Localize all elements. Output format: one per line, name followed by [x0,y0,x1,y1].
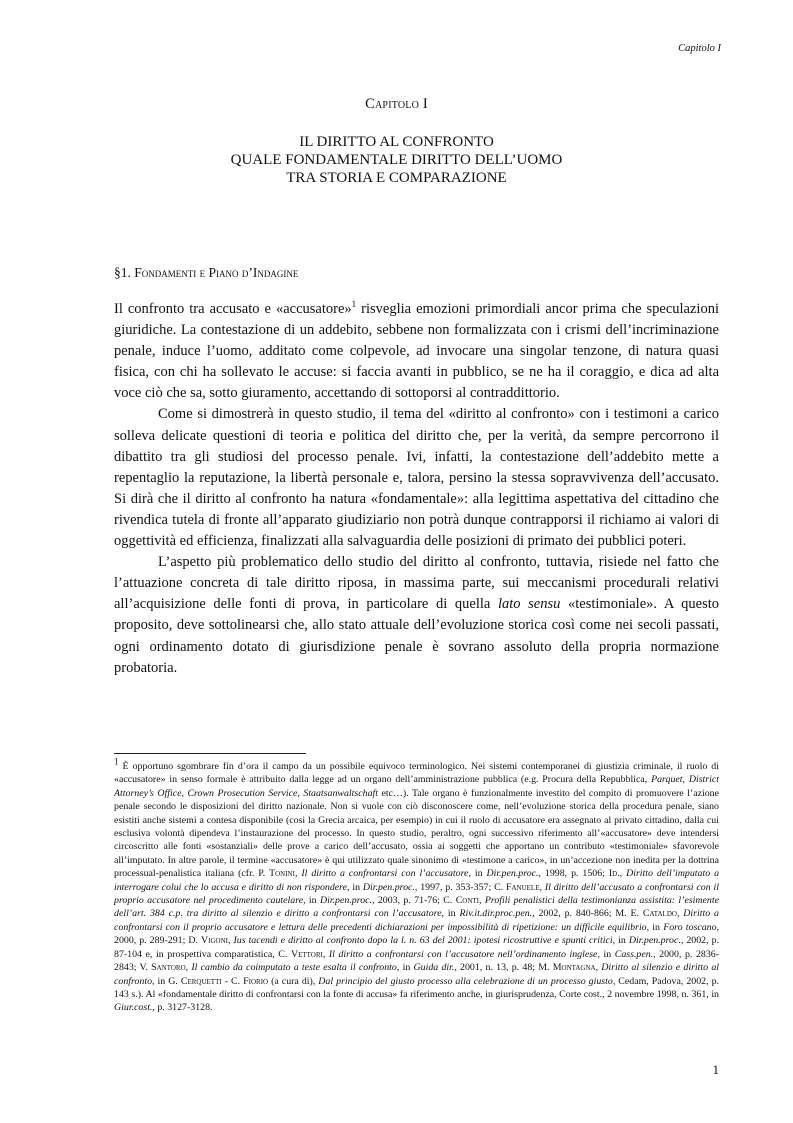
footnote-author: Cataldo [642,908,677,920]
footnote-italic: Crown Prosecution Service [187,787,298,799]
footnote-italic: Ius tacendi e diritto al confronto dopo la l. n. 63 del 2001: ipotesi ricostruttive e spunti critici [233,935,613,947]
footnote-segment: , [682,774,689,786]
footnote-segment: , in [441,908,460,920]
footnote-author: Fiorio [243,975,269,987]
footnote-segment: , [539,881,545,893]
footnote-author: Id. [608,868,620,880]
footnote-italic: Profili penalistici della testimonianza assistita: l’esimente dell’art. 384 c.p. tra diritto al silenzio e diritto a confrontarsi con l’accusatore [114,895,719,920]
footnote-italic: Riv.it.dir.proc.pen. [459,908,533,920]
footnote-author: Montagna [552,962,596,974]
footnote-segment: , 2002, p. 840-866; M. E. [532,908,643,920]
footnote-segment: , in G. [152,975,181,987]
footnote-author: Vettori [290,948,323,960]
footnote-italic: Dir.pen.proc. [319,895,372,907]
footnote-text [114,756,720,1015]
footnote-segment: , [479,895,485,907]
paragraph-italic: lato sensu [497,596,561,613]
footnote-italic: Dir.pen.proc. [628,935,681,947]
footnote-reference: 1 [351,299,357,310]
footnote-segment: , [294,868,302,880]
footnote-segment: - C. [221,975,244,987]
paragraph: Come si dimostrerà in questo studio, il tema del «diritto al confronto» con i testimoni a carico solleva delicate questioni di teoria e politica del diritto che, per la verità, da sempre percorrono il dibattito tra gli studiosi del processo penale. Ivi, infatti, la contestazione dell’addebito mette a repentaglio la reputazione, la libertà personale e, talora, persino la stessa sopravvivenza dell’accusato. Si dirà che il diritto al confronto ha natura «fondamentale»: alla legittima aspettativa del cittadino che rivendica tutela di fronte all’apparato giudiziario non potrà dunque contrapporsi il richiamo ai valori di oggettività ed efficienza, finalizzati alla salvaguardia delle posizioni di primato dei pubblici poteri. [114,406,719,550]
running-head: Capitolo I [678,43,721,54]
footnote-italic: Il cambio da coimputato a teste esalta il confronto [191,962,397,974]
footnote-segment: , in [597,948,615,960]
footnote-segment: , 2003, p. 71-76; C. [372,895,456,907]
footnote-segment: , [185,962,192,974]
footnote-segment: , [619,868,627,880]
footnote-author: Tonini [269,868,295,880]
footnote-separator [114,753,306,754]
footnote-segment: , 2002, p. 87-104 e, in prospettiva comparatistica, C. [114,935,720,960]
footnote-segment: , 2000, p. 2836-2843; V. [114,948,719,974]
section-heading: §1. Fondamenti e Piano d’Indagine [114,265,299,280]
footnote-segment: , [676,908,684,920]
footnote-italic: Diritto al silenzio e diritto al confronto [114,962,720,987]
footnote-segment: , [322,948,329,960]
paragraph-text: L’aspetto più problematico dello studio del diritto al confronto, tuttavia, risiede nel fatto che l’attuazione concreta di tale diritto riposa, in massima parte, sui meccanismi procedurali relativi all’acquisizione delle fonti di prova, in particolare di quella [114,554,719,613]
footnote-author: Cerquetti [180,975,222,987]
footnote-segment: , in [396,962,414,974]
paragraph-text: «testimoniale». A questo proposito, deve sottolinearsi che, allo stato attuale dell’evoluzione storica così come nei secoli passati, ogni ordinamento dotato di giurisdizione penale è sovrano assoluto della propria normazione probatoria. [114,596,720,676]
footnote-italic: Foro toscano [663,921,717,933]
footnote-segment: , [181,787,188,799]
footnote-italic: Guida dir. [413,962,455,974]
footnote-italic: Dir.pen.proc. [486,868,539,880]
page-number: 1 [712,1062,719,1077]
footnote-segment: , 1998, p. 1506; [538,868,609,880]
footnote-segment: , in [303,895,320,907]
footnote-italic: Il diritto a confrontarsi con l’accusatore nell’ordinamento inglese [328,948,598,960]
footnote-segment: È opportuno sgombrare fin d’ora il campo da un possibile equivoco terminologico. Nei sistemi contemporanei di giustizia criminale, il ruolo di «accusatore» in senso formale è attribuito dalla legge ad un organo dell’amministrazione pubblica (e.g. Procura della Repubblica, [114,761,719,786]
footnote-italic: Dal principio del giusto processo alla celebrazione di un processo giusto [318,975,613,987]
footnote-segment: , [227,935,234,947]
footnote-1 [114,756,720,1015]
footnote-marker: 1 [114,756,119,767]
paragraph [114,552,719,679]
footnote-author: Fanuele [505,881,540,893]
footnote-segment: , [595,962,602,974]
footnote-segment: , 2000, p. 289-291; D. [114,921,719,947]
footnote-italic: Dir.pen.proc. [362,881,415,893]
footnote-italic: Staatsanwaltschaft [303,787,378,799]
chapter-title-line: TRA STORIA E COMPARAZIONE [286,170,507,186]
footnote-segment: , p. 3127-3128. [152,1002,213,1014]
footnote-segment: , Cedam, Padova, 2002, p. 143 s.). Al «fondamentale diritto di confrontarsi con la fonte di accusa» fa riferimento anche, in giurisprudenza, Corte cost., 2 novembre 1998, n. 361, in [114,975,720,1000]
footnote-author: Santoro [151,962,186,974]
footnote-italic: Parquet [651,774,683,786]
footnote-segment: (a cura di), [268,975,319,987]
footnote-italic: District Attorney’s Office [114,774,719,799]
footnote-italic: Giur.cost. [114,1002,153,1014]
footnote-italic: Il diritto a confrontarsi con l’accusatore [301,868,469,880]
footnote-segment: etc…). Tale organo è funzionalmente investito del compito di promuovere l’azione penale secondo le disposizioni del diritto nazionale. Non si vuole con ciò disconoscere come, nell’evoluzione storica della procedura penale, siano esistiti anche sistemi a contesa disponibile (così la Grecia arcaica, per esempio) in cui il ruolo di accusatore era assegnato al privato cittadino, dalla cui esclusiva volontà dipendeva l’instaurazione del processo. In questo studio, peraltro, ogni successivo riferimento all’«accusatore» deve intendersi circoscritto alle fonti «sostanziali» delle prove a carico dell’accusato, ossia ai soggetti che apportano un contributo «testimoniale» sfavorevole all’imputato. In altre parole, il termine «accusatore» è qui utilizzato quale sinonimo di «testimone a carico», in un’accezione non inedita per la dottrina processual-penalistica italiana (cfr. P. [114,787,719,880]
footnote-segment: , 2001, n. 13, p. 48; M. [454,962,553,974]
footnote-segment: , 1997, p. 353-357; C. [414,881,506,893]
footnote-segment: , in [468,868,487,880]
footnote-segment: , [297,787,304,799]
footnote-segment: , in [612,935,629,947]
chapter-title [0,133,793,187]
footnote-italic: Il diritto dell’accusato a confrontarsi con il proprio accusatore nel procedimento cautelare [114,881,719,907]
footnote-author: Conti [455,895,479,907]
paragraph-text: risveglia emozioni primordiali ancor prima che speculazioni giuridiche. La contestazione di un addebito, sebbene non formalizzata con i crismi dell’incriminazione penale, induce l’uomo, additato come colpevole, ad invocare una singolar tenzone, di natura quasi fisica, con chi ha sollevato le accuse: si faccia avanti in pubblico, se ne ha il coraggio, e dica ad alta voce ciò che sa, sotto giuramento, accettando di sottoporsi al contraddittorio. [114,301,719,402]
footnote-segment: , in [646,921,664,933]
body-text [114,299,719,679]
chapter-title-line: IL DIRITTO AL CONFRONTO [299,134,494,150]
footnote-italic: Diritto a confrontarsi con il proprio accusatore e lettura delle precedenti dichiarazioni per impossibilità di ripetizione: un difficile equilibrio [114,908,719,933]
footnote-segment: , in [347,881,363,893]
paragraph-text: Il confronto tra accusato e «accusatore» [114,301,352,317]
footnote-italic: Diritto dell’imputato a interrogare colui che lo accusa e diritto di non rispondere [114,868,720,893]
footnote-author: Vigoni [201,935,228,947]
paragraph [114,299,719,404]
chapter-label: Capitolo I [365,96,428,112]
chapter-title-line: QUALE FONDAMENTALE DIRITTO DELL’UOMO [230,152,563,168]
footnote-italic: Cass.pen. [614,948,654,960]
